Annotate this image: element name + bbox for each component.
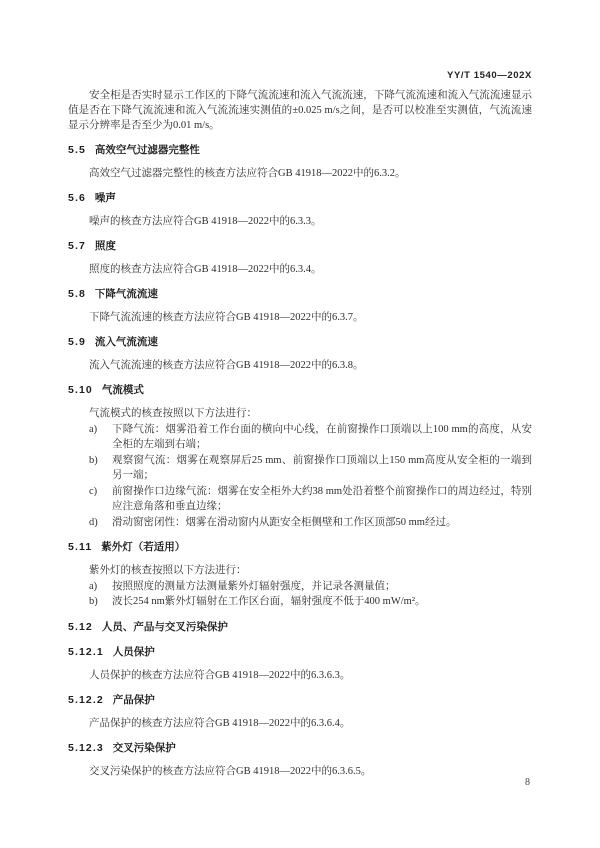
clause-title: 人员保护 bbox=[112, 645, 155, 658]
list-item-label: c) bbox=[89, 485, 98, 497]
clause-number: 5.9 bbox=[68, 336, 86, 348]
section-heading-5-12-1 bbox=[68, 645, 532, 660]
clause-title: 流入气流流速 bbox=[94, 336, 158, 348]
clause-number: 5.11 bbox=[68, 541, 93, 553]
clause-list-5-11 bbox=[68, 579, 532, 610]
section-body-5-12-3: 交叉污染保护的核查方法应符合GB 41918—2022中的6.3.6.5。 bbox=[89, 765, 372, 777]
list-item-text: 滑动窗密闭性：烟雾在滑动窗内从距安全柜侧壁和工作区顶部50 mm经过。 bbox=[112, 516, 457, 528]
clause-number: 5.12.3 bbox=[68, 741, 104, 754]
clause-title: 人员、产品与交叉污染保护 bbox=[101, 620, 228, 633]
section-body-5-12-2: 产品保护的核查方法应符合GB 41918—2022中的6.3.6.4。 bbox=[89, 717, 351, 729]
section-heading-5-11 bbox=[68, 540, 532, 555]
section-heading-5-9 bbox=[68, 335, 532, 350]
clause-title: 交叉污染保护 bbox=[112, 741, 176, 754]
clause-title: 高效空气过滤器完整性 bbox=[94, 144, 200, 156]
list-item-label: b) bbox=[89, 454, 98, 466]
section-heading-5-12 bbox=[68, 620, 532, 635]
running-header bbox=[68, 70, 532, 81]
section-heading-5-12-2 bbox=[68, 693, 532, 708]
section-heading-5-12-3 bbox=[68, 741, 532, 756]
clause-number: 5.12.2 bbox=[68, 693, 104, 706]
section-body-5-8: 下降气流流速的核查方法应符合GB 41918—2022中的6.3.7。 bbox=[89, 312, 364, 323]
list-item bbox=[89, 594, 532, 610]
section-body-5-5: 高效空气过滤器完整性的核查方法应符合GB 41918—2022中的6.3.2。 bbox=[89, 168, 406, 179]
clause-number: 5.5 bbox=[68, 144, 86, 156]
list-item bbox=[89, 484, 532, 515]
list-item-label: d) bbox=[89, 516, 98, 528]
section-body-5-6: 噪声的核查方法应符合GB 41918—2022中的6.3.3。 bbox=[89, 216, 322, 227]
section-body-5-7: 照度的核查方法应符合GB 41918—2022中的6.3.4。 bbox=[89, 264, 322, 275]
list-item bbox=[89, 579, 532, 595]
section-heading-5-6 bbox=[68, 191, 532, 206]
clause-title: 下降气流流速 bbox=[94, 288, 158, 300]
clause-number: 5.12.1 bbox=[68, 645, 104, 658]
section-heading-5-10 bbox=[68, 383, 532, 398]
standard-number: YY/T 1540—202X bbox=[447, 70, 532, 81]
list-item-label: a) bbox=[89, 423, 98, 435]
list-item-text: 按照照度的测量方法测量紫外灯辐射强度，并记录各测量值； bbox=[112, 580, 396, 592]
list-item-text: 下降气流：烟雾沿着工作台面的横向中心线，在前窗操作口顶端以上100 mm的高度，从安全柜的左端到右端； bbox=[112, 423, 532, 450]
clause-title: 噪声 bbox=[94, 192, 116, 204]
page-number: 8 bbox=[525, 777, 530, 788]
clause-number: 5.12 bbox=[68, 620, 93, 633]
section-body-5-9: 流入气流流速的核查方法应符合GB 41918—2022中的6.3.8。 bbox=[89, 360, 364, 371]
list-item bbox=[89, 453, 532, 484]
clause-number: 5.6 bbox=[68, 192, 86, 204]
section-heading-5-7 bbox=[68, 239, 532, 254]
intro-paragraph: 安全柜是否实时显示工作区的下降气流流速和流入气流流速，下降气流流速和流入气流流速显示值是否在下降气流流速和流入气流流速实测值的±0.025 m/s之间，是否可以校准至实测值，气流流速显示分辨率是否至少为0.01 m/s。 bbox=[68, 90, 532, 131]
clause-list-5-10 bbox=[68, 422, 532, 531]
list-item bbox=[89, 515, 532, 531]
clause-title: 产品保护 bbox=[112, 693, 155, 706]
list-item-label: a) bbox=[89, 580, 98, 592]
clause-title: 紫外灯（若适用） bbox=[101, 541, 186, 553]
list-item bbox=[89, 422, 532, 453]
clause-title: 照度 bbox=[94, 240, 116, 252]
section-body-5-12-1: 人员保护的核查方法应符合GB 41918—2022中的6.3.6.3。 bbox=[89, 669, 351, 681]
list-item-text: 前窗操作口边缘气流：烟雾在安全柜外大约38 mm处沿着整个前窗操作口的周边经过，特别应注意角落和垂直边缘； bbox=[112, 485, 532, 512]
clause-number: 5.10 bbox=[68, 384, 93, 396]
section-lead-5-10: 气流模式的核查按照以下方法进行： bbox=[89, 408, 257, 419]
clause-number: 5.8 bbox=[68, 288, 86, 300]
list-item-label: b) bbox=[89, 596, 98, 607]
section-heading-5-8 bbox=[68, 287, 532, 302]
clause-number: 5.7 bbox=[68, 240, 86, 252]
section-lead-5-11: 紫外灯的核查按照以下方法进行： bbox=[89, 565, 247, 576]
clause-title: 气流模式 bbox=[101, 384, 144, 396]
list-item-text: 波长254 nm紫外灯辐射在工作区台面，辐射强度不低于400 mW/m²。 bbox=[112, 596, 426, 607]
list-item-text: 观察窗气流：烟雾在观察屏后25 mm、前窗操作口顶端以上150 mm高度从安全柜的一端到另一端； bbox=[112, 454, 532, 481]
page-content bbox=[68, 88, 532, 779]
section-heading-5-5 bbox=[68, 143, 532, 158]
